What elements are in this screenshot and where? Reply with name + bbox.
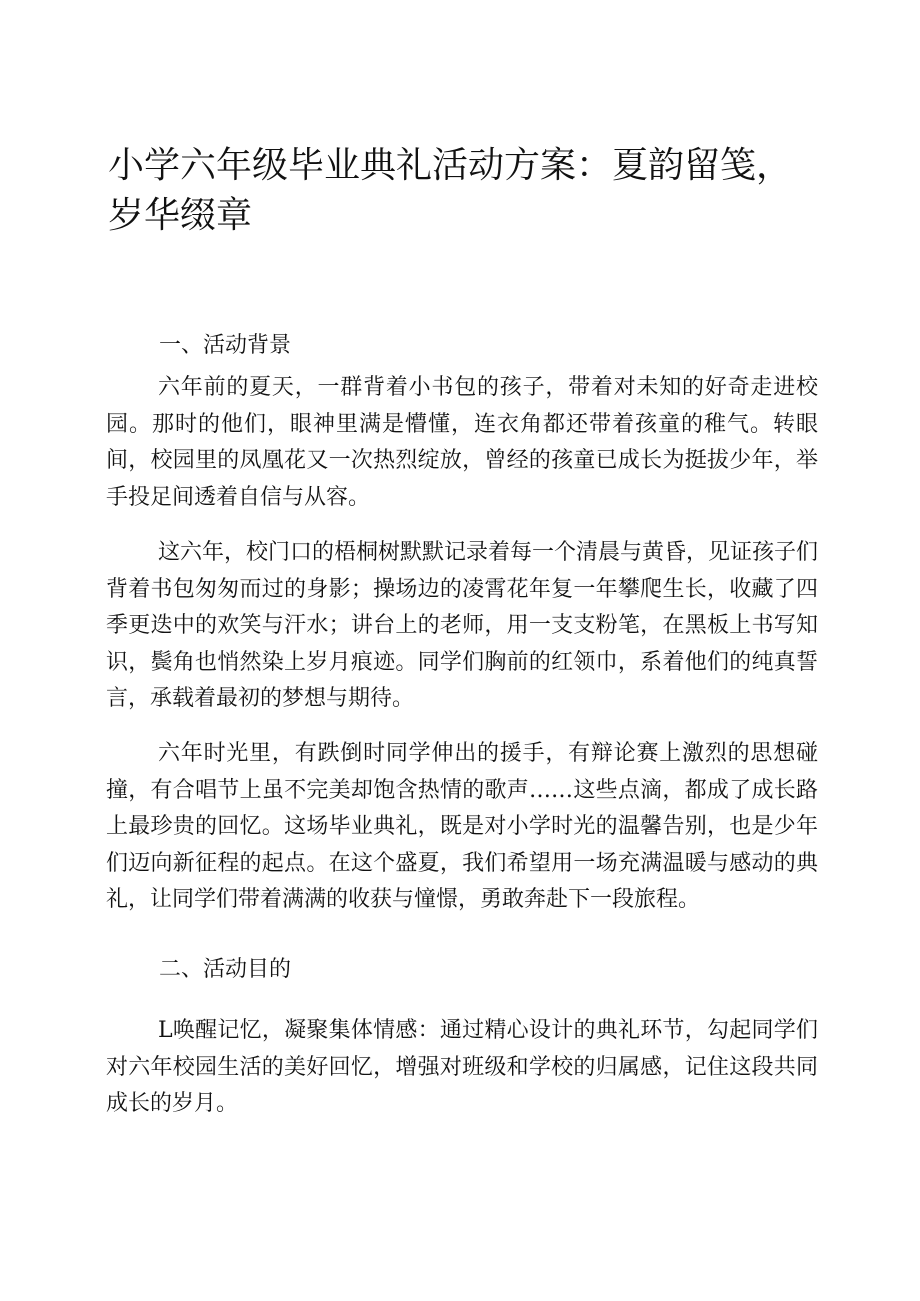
background-paragraph-1: 六年前的夏天，一群背着小书包的孩子，带着对未知的好奇走进校园。那时的他们，眼神里满是懵懂，连衣角都还带着孩童的稚气。转眼间，校园里的凤凰花又一次热烈绽放，曾经的孩童已成长为挺拔少年，举手投足间透着自信与从容。 — [106, 375, 818, 510]
purpose-paragraph-1: L唤醒记忆，凝聚集体情感：通过精心设计的典礼环节，勾起同学们对六年校园生活的美好回忆，增强对班级和学校的归属感，记住这段共同成长的岁月。 — [106, 1018, 818, 1116]
background-paragraph-2: 这六年，校门口的梧桐树默默记录着每一个清晨与黄昏，见证孩子们背着书包匆匆而过的身影；操场边的凌霄花年复一年攀爬生长，收藏了四季更迭中的欢笑与汗水；讲台上的老师，用一支支粉笔，在黑板上书写知识，鬓角也悄然染上岁月痕迹。同学们胸前的红领巾，系着他们的纯真誓言，承载着最初的梦想与期待。 — [106, 540, 819, 711]
section-heading-background: 一、活动背景 — [159, 333, 292, 358]
background-paragraph-3: 六年时光里，有跌倒时同学伸出的援手，有辩论赛上激烈的思想碰撞，有合唱节上虽不完美却饱含热情的歌声……这些点滴，都成了成长路上最珍贵的回忆。这场毕业典礼，既是对小学时光的温馨告别，也是少年们迈向新征程的起点。在这个盛夏，我们希望用一场充满温暖与感动的典礼，让同学们带着满满的收获与憧憬，勇敢奔赴下一段旅程。 — [106, 741, 818, 912]
document-title: 小学六年级毕业典礼活动方案：夏韵留笺，岁华缀章 — [108, 145, 793, 236]
section-heading-purpose: 二、活动目的 — [159, 957, 292, 982]
